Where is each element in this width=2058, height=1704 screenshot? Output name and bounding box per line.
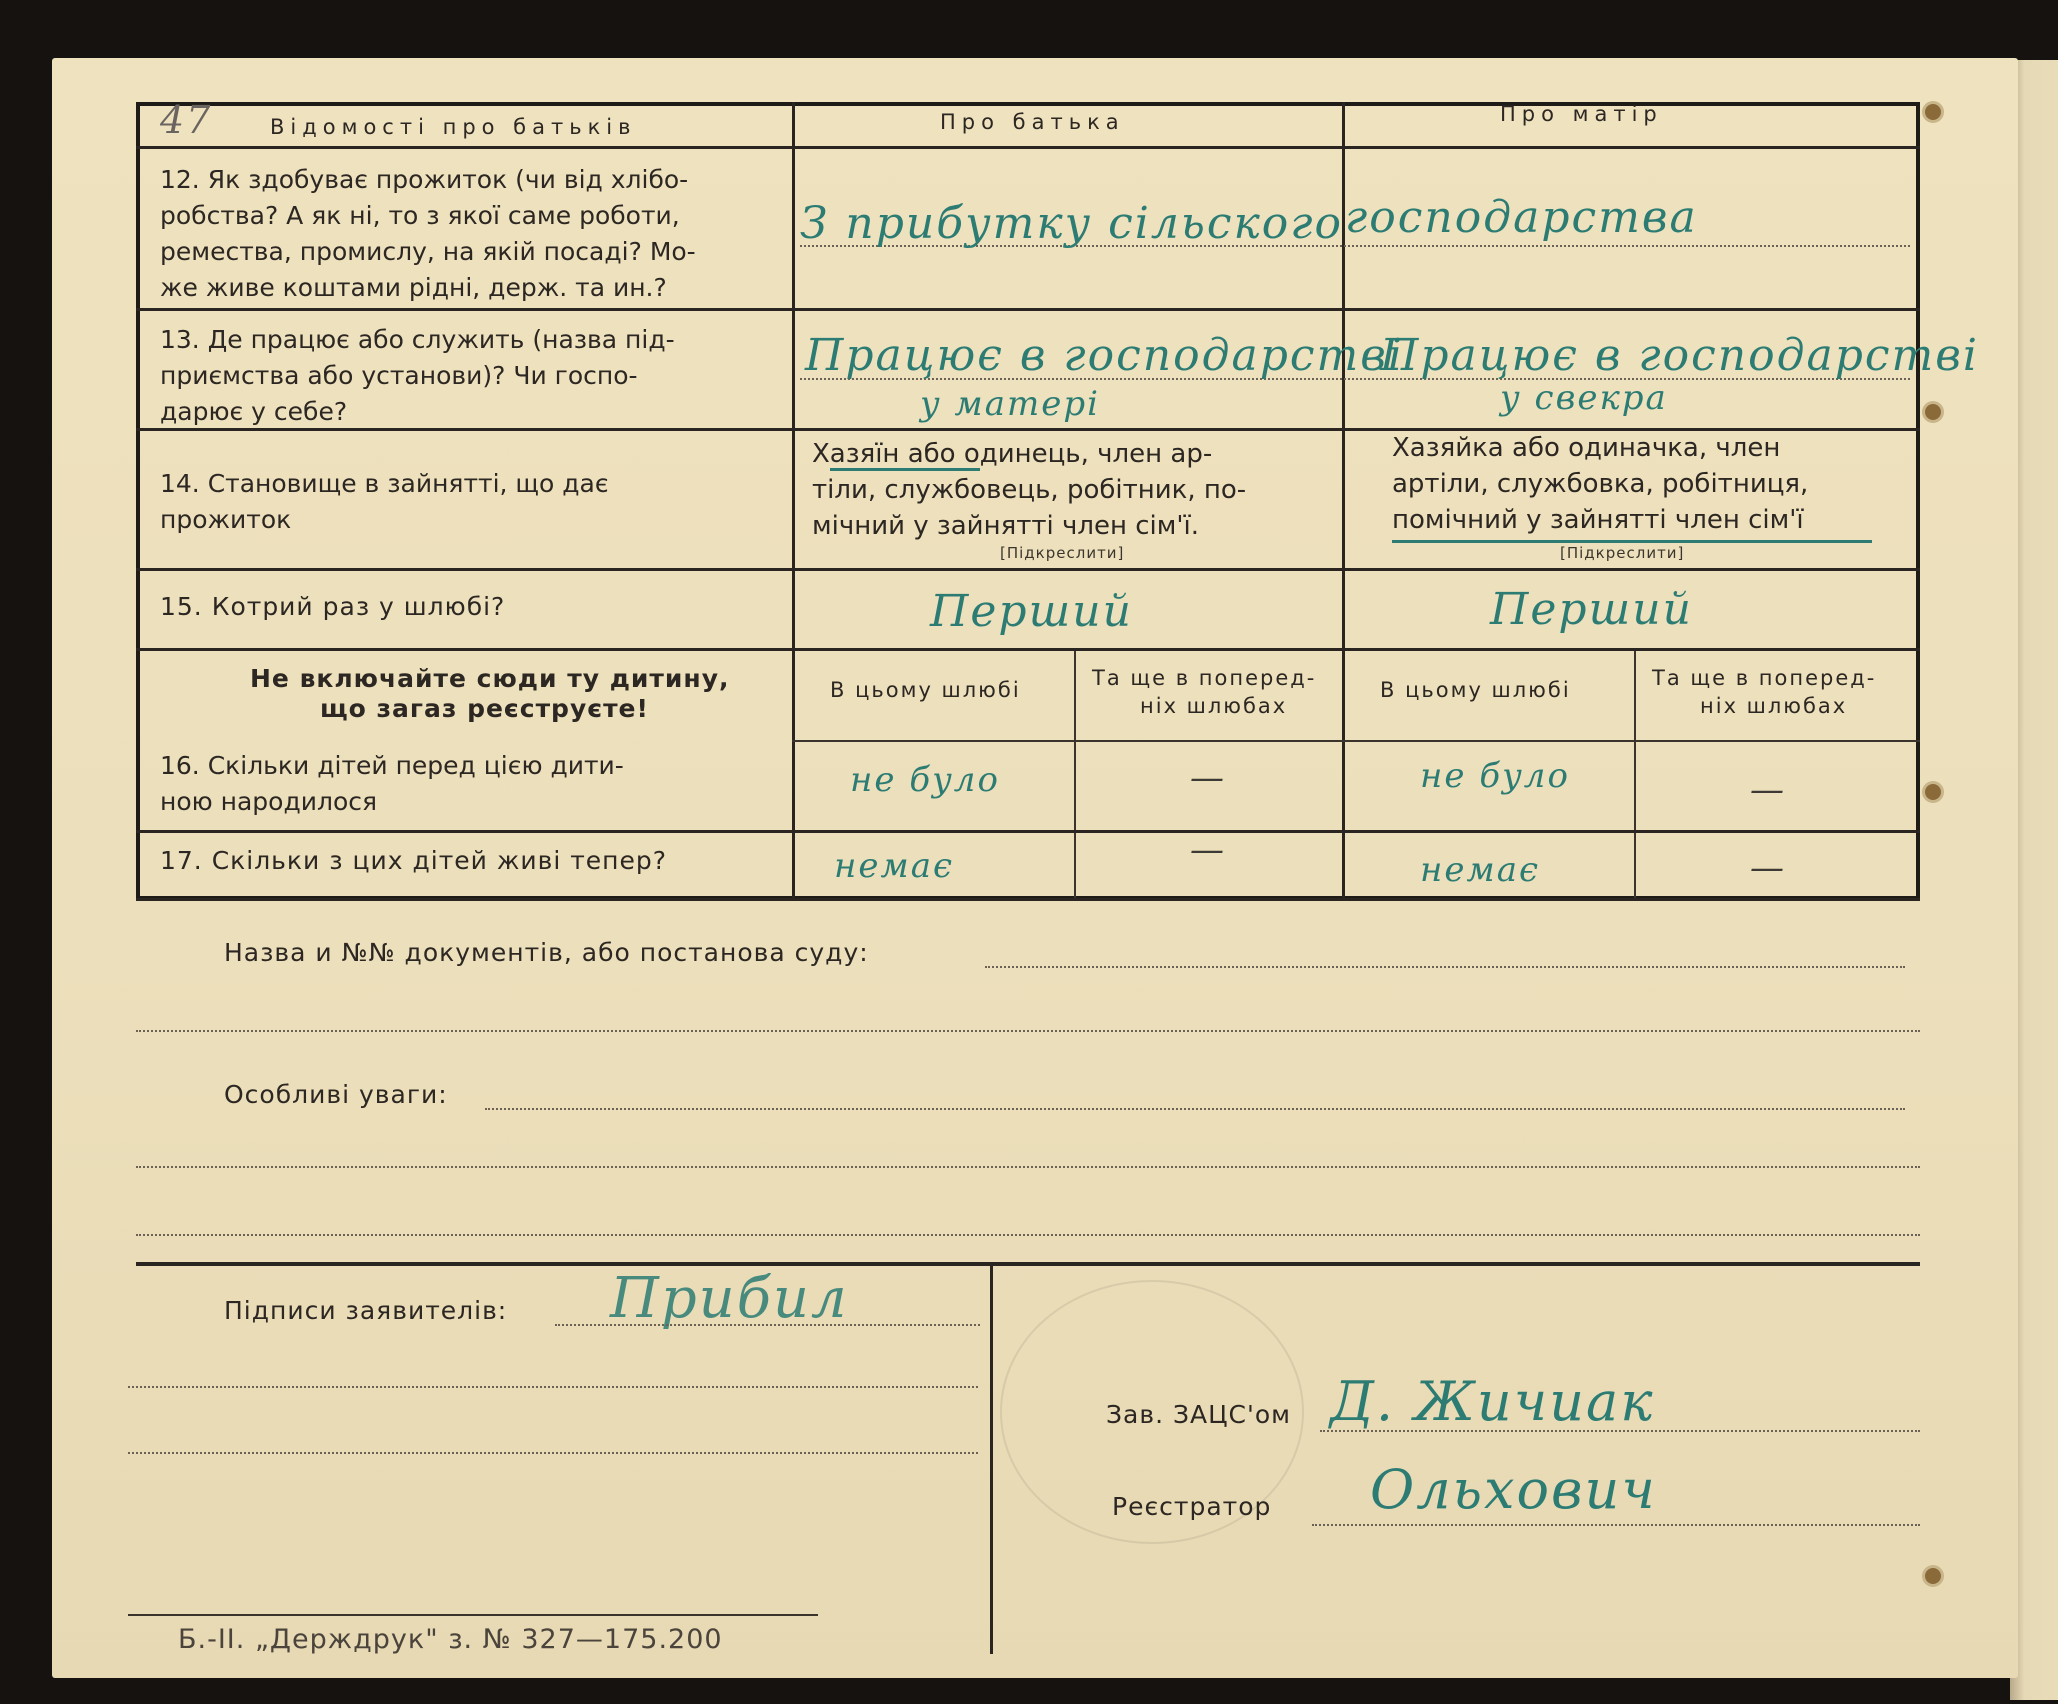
q15-father-answer: Перший xyxy=(930,586,1133,637)
section-divider xyxy=(990,1264,993,1654)
table-rule xyxy=(136,308,1920,311)
q14-text: 14. Становище в зайнятті, що дає прожиток xyxy=(160,469,609,534)
q13-father-answer: Працює в господарстві xyxy=(805,330,1404,381)
registrar-label: Реєстратор xyxy=(1112,1492,1272,1521)
q16-mother-prev: — xyxy=(1750,770,1786,810)
registrar-line[interactable] xyxy=(1312,1524,1920,1526)
q12-father-answer: З прибутку сільского xyxy=(800,198,1343,249)
mother-this-marriage-header: В цьому шлюбі xyxy=(1380,678,1571,702)
father-prev-marriage-header-1: Та ще в поперед- xyxy=(1092,666,1317,690)
q16-father-prev: — xyxy=(1190,758,1226,798)
table-bottom-rule xyxy=(136,898,1920,901)
remarks-label: Особливі уваги: xyxy=(224,1080,448,1109)
signature-line-2[interactable] xyxy=(128,1386,978,1388)
q17-father-this: немає xyxy=(834,846,955,886)
q14-father-options: Хазяїн або одинець, член ар- тіли, службовець, робітник, по- мічний у зайнятті член сім'ї. xyxy=(812,439,1247,541)
q12-mother-answer: господарства xyxy=(1345,192,1698,243)
header-mother: Про матір xyxy=(1500,102,1663,126)
q15-mother-answer: Перший xyxy=(1490,584,1693,635)
remarks-line[interactable] xyxy=(485,1108,1905,1110)
corner-note: 47 xyxy=(160,98,213,142)
documents-label: Назва и №№ документів, або постанова суду: xyxy=(224,938,869,967)
children-warning-2: що загаз реєструєте! xyxy=(320,694,649,723)
mother-prev-marriage-header-2: ніх шлюбах xyxy=(1700,694,1848,718)
documents-line[interactable] xyxy=(985,966,1905,968)
remarks-line-3[interactable] xyxy=(136,1234,1920,1236)
q17-mother-this: немає xyxy=(1420,850,1541,890)
binding-rivet xyxy=(1925,104,1941,120)
head-line[interactable] xyxy=(1320,1430,1920,1432)
father-prev-marriage-header-2: ніх шлюбах xyxy=(1140,694,1288,718)
q17-father-prev: — xyxy=(1190,830,1226,870)
q15-text: 15. Котрий раз у шлюбі? xyxy=(160,592,506,621)
signature-line[interactable] xyxy=(555,1324,980,1326)
q16-father-this: не було xyxy=(850,760,1000,800)
binding-rivet xyxy=(1925,1568,1941,1584)
table-rule xyxy=(136,648,1920,651)
underline-mark xyxy=(830,468,980,471)
documents-line-2[interactable] xyxy=(136,1030,1920,1032)
q16-text: 16. Скільки дітей перед цією дити- ною народилося xyxy=(160,751,624,816)
head-signature: Д. Жичиак xyxy=(1330,1370,1655,1433)
q13-mother-answer-2: у свекра xyxy=(1500,378,1668,418)
table-rule xyxy=(792,740,1920,742)
q14-mother-options: Хазяйка або одиначка, член артіли, службовка, робітниця, помічний у зайнятті член сім'ї xyxy=(1392,433,1809,535)
binding-rivet xyxy=(1925,784,1941,800)
q17-text: 17. Скільки з цих дітей живі тепер? xyxy=(160,846,668,875)
father-this-marriage-header: В цьому шлюбі xyxy=(830,678,1021,702)
q16-mother-this: не було xyxy=(1420,756,1570,796)
q13-mother-answer: Працює в господарстві xyxy=(1380,330,1979,381)
registrar-signature: Ольхович xyxy=(1370,1458,1657,1521)
header-info: Відомості про батьків xyxy=(270,115,637,139)
table-divider xyxy=(792,102,795,900)
header-father: Про батька xyxy=(940,110,1125,134)
printer-imprint: Б.-ІІ. „Держдрук" з. № 327—175.200 xyxy=(178,1624,723,1655)
underline-mark xyxy=(1392,540,1872,543)
binding-rivet xyxy=(1925,404,1941,420)
q13-text: 13. Де працює або служить (назва під- приємства або установи)? Чи госпо- дарює у себе? xyxy=(160,325,675,426)
q14-mother-note: [Підкреслити] xyxy=(1560,544,1685,562)
printer-rule xyxy=(128,1614,818,1616)
table-divider xyxy=(1634,650,1636,900)
table-rule xyxy=(136,568,1920,571)
mother-prev-marriage-header-1: Та ще в поперед- xyxy=(1652,666,1877,690)
q13-father-answer-2: у матері xyxy=(920,384,1100,424)
children-warning-1: Не включайте сюди ту дитину, xyxy=(250,664,730,693)
table-rule xyxy=(136,146,1920,149)
signature-line-3[interactable] xyxy=(128,1452,978,1454)
table-divider xyxy=(1074,650,1076,900)
head-label: Зав. ЗАЦС'ом xyxy=(1106,1400,1291,1429)
applicant-signature: Прибил xyxy=(610,1266,849,1331)
q12-text: 12. Як здобуває прожиток (чи від хлібо- робства? А як ні, то з якої саме роботи, ремества, промислу, на якій посаді? Мо- же живе коштами рідні, держ. та ин.? xyxy=(160,165,696,302)
q14-father-note: [Підкреслити] xyxy=(1000,544,1125,562)
q17-mother-prev: — xyxy=(1750,848,1786,888)
section-rule xyxy=(136,1262,1920,1266)
table-rule xyxy=(136,830,1920,833)
remarks-line-2[interactable] xyxy=(136,1166,1920,1168)
signatures-label: Підписи заявителів: xyxy=(224,1296,508,1325)
